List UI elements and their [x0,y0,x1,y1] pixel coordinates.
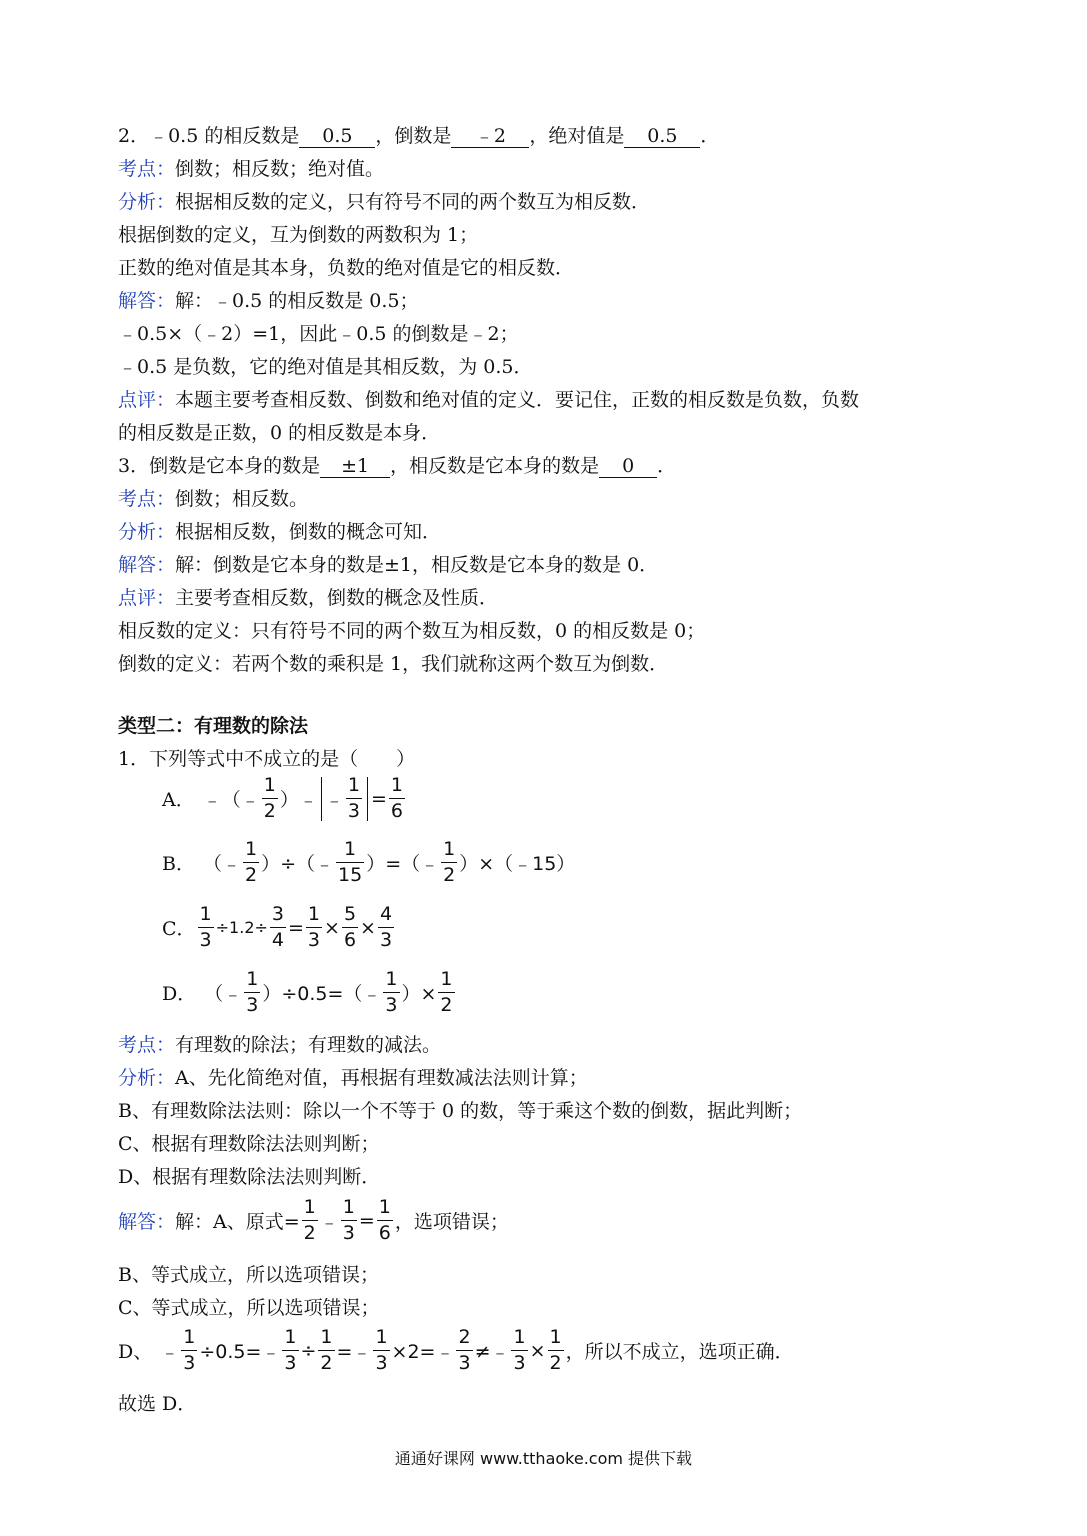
footer-watermark: 通通好课网 www.tthaoke.com 提供下载 [394,1449,693,1468]
fraction: $\frac{1}{2}$ [549,1326,562,1374]
q3-stem: 3．倒数是它本身的数是 ±1 ，相反数是它本身的数是 0 ． [118,455,677,477]
fraction: $\frac{1}{2}$ [320,1326,333,1374]
q2-fenxi: 分析：根据相反数的定义，只有符号不同的两个数互为相反数． [118,191,651,213]
q1-fenxi-c: C、根据有理数除法法则判断； [118,1133,380,1155]
fraction: $\frac{1}{15}$ [338,838,363,886]
q2-blank-opposite: 0.5 [299,125,375,148]
fraction: $\frac{1}{6}$ [390,774,403,822]
q2-blank-absolute: 0.5 [624,125,700,148]
fraction: $\frac{1}{3}$ [342,1196,355,1244]
q1-jieda-c: C、等式成立，所以选项错误； [118,1297,380,1319]
q3-jieda: 解答：解：倒数是它本身的数是±1，相反数是它本身的数是 0． [118,554,659,576]
q1-jieda-d: D、 ﹣ $\frac{1}{3}$ ÷0.5=﹣ $\frac{1}{3}$ ÷ $\frac{1}{2}$ =﹣ $\frac{1}{3}$ ×2=﹣ $\frac{2}{3}$ ≠﹣ $\frac{1}{3}$ × $\frac{1}{2}$ ，所以不成立，选项正确． [118,1326,794,1374]
q1-option-d: D． （﹣ $\frac{1}{3}$ ）÷0.5=（﹣ $\frac{1}{3}$ ）× $\frac{1}{2}$ [162,968,453,1016]
q1-jieda-b: B、等式成立，所以选项错误； [118,1264,379,1286]
fraction: $\frac{1}{2}$ [244,838,258,886]
fraction: $\frac{1}{2}$ [303,1196,316,1244]
q1-fenxi: 分析：A、先化简绝对值，再根据有理数减法法则计算； [118,1067,588,1089]
fraction: $\frac{1}{2}$ [263,774,276,822]
fraction: $\frac{1}{3}$ [385,968,398,1016]
q2-jieda-line2: ﹣0.5×（﹣2）=1，因此﹣0.5 的倒数是﹣2； [118,323,519,345]
q2-stem: 2．﹣0.5 的相反数是 0.5 ，倒数是 ﹣2 ，绝对值是 0.5 ． [118,125,720,147]
q2-jieda-line3: ﹣0.5 是负数，它的绝对值是其相反数，为 0.5． [118,356,533,378]
fraction: $\frac{1}{2}$ [440,968,453,1016]
fraction: $\frac{1}{3}$ [307,903,321,951]
fraction: $\frac{1}{2}$ [443,838,456,886]
q1-conclusion: 故选 D． [118,1393,197,1415]
q1-option-c: C． $\frac{1}{3}$ ÷1.2÷ $\frac{3}{4}$ = $\frac{1}{3}$ × $\frac{5}{6}$ × $\frac{4}{3}$ [162,903,393,951]
fraction: $\frac{1}{3}$ [375,1326,388,1374]
fraction: $\frac{1}{3}$ [199,903,212,951]
q1-option-a: A． ﹣（﹣ $\frac{1}{2}$ ）﹣ ﹣ $\frac{1}{3}$ = $\frac{1}{6}$ [162,774,403,822]
fraction: $\frac{1}{6}$ [378,1196,391,1244]
fraction: $\frac{1}{3}$ [347,774,360,822]
fraction: $\frac{5}{6}$ [343,903,357,951]
q3-blank-opposite-self: 0 [599,455,657,478]
q2-blank-reciprocal: ﹣2 [451,125,529,148]
q2-fenxi-line3: 正数的绝对值是其本身，负数的绝对值是它的相反数． [118,257,575,279]
abs-bar-right [367,777,368,821]
q2-jieda: 解答：解：﹣0.5 的相反数是 0.5； [118,290,419,312]
q3-def-opposite: 相反数的定义：只有符号不同的两个数互为相反数，0 的相反数是 0； [118,620,706,642]
fraction: $\frac{4}{3}$ [379,903,393,951]
q2-kaodian: 考点：倒数；相反数；绝对值。 [118,158,385,180]
fraction: $\frac{3}{4}$ [271,903,284,951]
q2-fenxi-line2: 根据倒数的定义，互为倒数的两数积为 1； [118,224,479,246]
q1-jieda-a: 解答： 解：A、原式= $\frac{1}{2}$ ﹣ $\frac{1}{3}$ = $\frac{1}{6}$ ，选项错误； [118,1196,509,1244]
abs-bar-left [321,777,322,821]
q1-fenxi-b: B、有理数除法法则：除以一个不等于 0 的数，等于乘这个数的倒数，据此判断； [118,1100,803,1122]
q3-blank-reciprocal-self: ±1 [320,455,390,478]
fraction: $\frac{1}{3}$ [246,968,259,1016]
fraction: $\frac{1}{3}$ [513,1326,526,1374]
fraction: $\frac{1}{3}$ [183,1326,196,1374]
q1-fenxi-d: D、根据有理数除法法则判断． [118,1166,381,1188]
q3-fenxi: 分析：根据相反数，倒数的概念可知． [118,521,442,543]
q2-dianping-line2: 的相反数是正数，0 的相反数是本身． [118,422,441,444]
q3-kaodian: 考点：倒数；相反数。 [118,488,309,510]
fraction: $\frac{1}{3}$ [284,1326,297,1374]
q1-stem: 1．下列等式中不成立的是（ ） [118,748,416,770]
section-heading: 类型二：有理数的除法 [118,715,309,737]
q1-kaodian: 考点：有理数的除法；有理数的减法。 [118,1034,442,1056]
fraction: $\frac{2}{3}$ [458,1326,471,1374]
q3-dianping: 点评：主要考查相反数，倒数的概念及性质． [118,587,499,609]
q2-dianping: 点评：本题主要考查相反数、倒数和绝对值的定义．要记住，正数的相反数是负数，负数 [118,389,860,411]
q1-option-b: B． （﹣ $\frac{1}{2}$ ）÷（﹣ $\frac{1}{15}$ ）=（﹣ $\frac{1}{2}$ ）×（﹣15） [162,838,576,886]
q3-def-reciprocal: 倒数的定义：若两个数的乘积是 1，我们就称这两个数互为倒数． [118,653,669,675]
